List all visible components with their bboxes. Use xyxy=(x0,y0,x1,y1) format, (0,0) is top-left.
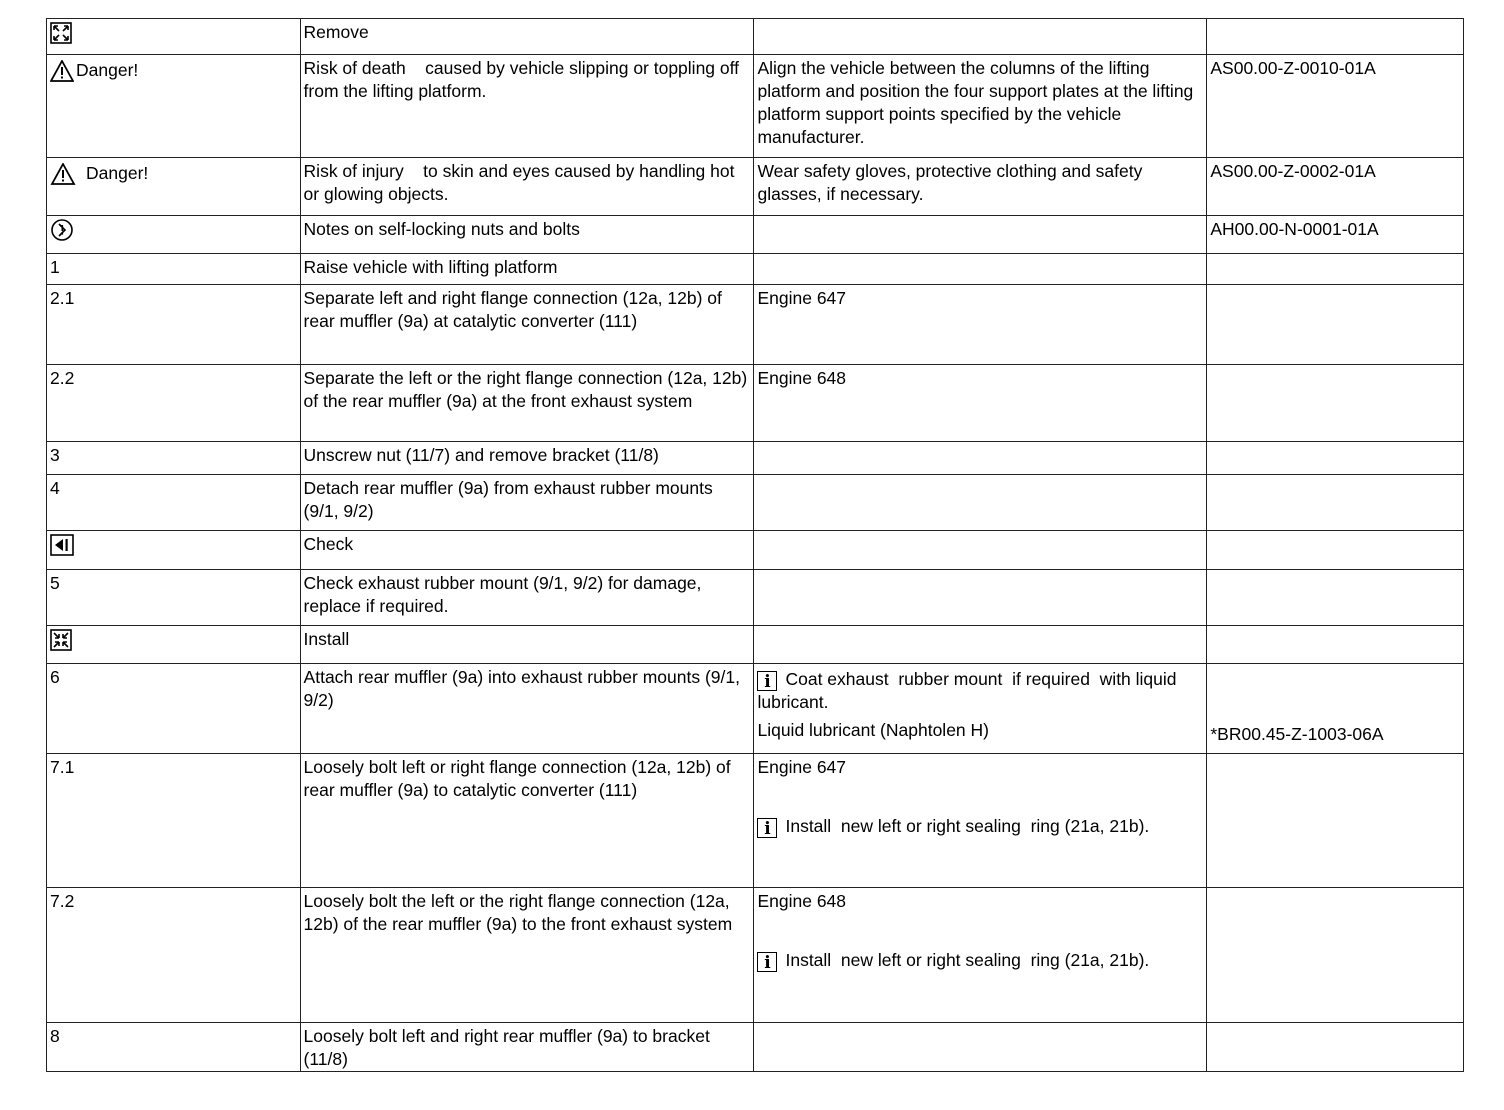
danger-label: Danger! xyxy=(76,60,139,80)
table-row xyxy=(47,285,1464,365)
danger-icon xyxy=(50,60,74,82)
note-cell xyxy=(754,626,1207,664)
reference-cell xyxy=(1207,365,1464,442)
lubricant-reference: *BR00.45-Z-1003-06A xyxy=(1210,724,1384,744)
table-row xyxy=(47,531,1464,570)
action-cell: Raise vehicle with lifting platform xyxy=(300,254,754,285)
reference-cell xyxy=(1207,442,1464,475)
note-cell xyxy=(754,754,1207,888)
table-row xyxy=(47,216,1464,254)
table-row xyxy=(47,570,1464,626)
note-cell xyxy=(754,531,1207,570)
step-cell: 2.2 xyxy=(47,365,301,442)
table-row xyxy=(47,55,1464,158)
engine-note: Engine 647 xyxy=(757,757,847,777)
note-cell xyxy=(754,19,1207,55)
note-cell: Engine 647 xyxy=(754,285,1207,365)
action-cell: Detach rear muffler (9a) from exhaust rubber mounts (9/1, 9/2) xyxy=(300,475,754,531)
action-cell: Check xyxy=(300,531,754,570)
action-cell: Check exhaust rubber mount (9/1, 9/2) for damage, replace if required. xyxy=(300,570,754,626)
info-note: Install new left or right sealing ring (21a, 21b). xyxy=(785,950,1150,970)
procedure-table xyxy=(46,18,1464,1072)
danger-icon xyxy=(50,163,76,185)
check-icon xyxy=(50,534,74,556)
install-icon xyxy=(50,629,72,651)
reference-cell xyxy=(1207,754,1464,888)
step-cell: 6 xyxy=(47,664,301,754)
table-row xyxy=(47,626,1464,664)
step-cell xyxy=(47,19,301,55)
note-cell xyxy=(754,1023,1207,1072)
step-cell: 5 xyxy=(47,570,301,626)
engine-note: Engine 648 xyxy=(757,891,847,911)
step-cell: 3 xyxy=(47,442,301,475)
remove-icon xyxy=(50,22,72,44)
info-icon: i xyxy=(757,818,777,838)
step-cell xyxy=(47,55,301,158)
reference-cell xyxy=(1207,19,1464,55)
reference-cell xyxy=(1207,475,1464,531)
note-cell xyxy=(754,254,1207,285)
action-cell: Attach rear muffler (9a) into exhaust rubber mounts (9/1, 9/2) xyxy=(300,664,754,754)
reference-cell xyxy=(1207,570,1464,626)
action-cell: Install xyxy=(300,626,754,664)
action-cell: Notes on self-locking nuts and bolts xyxy=(300,216,754,254)
table-row xyxy=(47,1023,1464,1072)
note-cell xyxy=(754,216,1207,254)
reference-cell xyxy=(1207,254,1464,285)
reference-cell xyxy=(1207,1023,1464,1072)
table-row xyxy=(47,19,1464,55)
info-note: Coat exhaust rubber mount if required with liquid lubricant. xyxy=(757,669,1182,712)
table-row xyxy=(47,442,1464,475)
reference-cell: AH00.00-N-0001-01A xyxy=(1207,216,1464,254)
reference-cell xyxy=(1207,531,1464,570)
table-row xyxy=(47,254,1464,285)
danger-label: Danger! xyxy=(86,163,149,183)
table-row xyxy=(47,754,1464,888)
action-cell: Loosely bolt the left or the right flange connection (12a, 12b) of the rear muffler (9a) to the front exhaust system xyxy=(300,888,754,1023)
info-note: Install new left or right sealing ring (21a, 21b). xyxy=(785,816,1150,836)
reference-cell xyxy=(1207,626,1464,664)
step-cell xyxy=(47,216,301,254)
step-cell xyxy=(47,158,301,216)
lubricant-note: Liquid lubricant (Naphtolen H) xyxy=(757,720,989,740)
action-cell: Unscrew nut (11/7) and remove bracket (11/8) xyxy=(300,442,754,475)
reference-cell: AS00.00-Z-0010-01A xyxy=(1207,55,1464,158)
step-cell: 2.1 xyxy=(47,285,301,365)
reference-cell: AS00.00-Z-0002-01A xyxy=(1207,158,1464,216)
step-cell: 1 xyxy=(47,254,301,285)
table-row xyxy=(47,158,1464,216)
action-cell: Loosely bolt left or right flange connection (12a, 12b) of rear muffler (9a) to catalytic converter (111) xyxy=(300,754,754,888)
step-cell: 8 xyxy=(47,1023,301,1072)
action-cell: Risk of injury to skin and eyes caused by handling hot or glowing objects. xyxy=(300,158,754,216)
action-cell: Loosely bolt left and right rear muffler (9a) to bracket (11/8) xyxy=(300,1023,754,1072)
reference-cell xyxy=(1207,664,1464,754)
info-icon: i xyxy=(757,671,777,691)
notes-icon xyxy=(50,218,74,242)
step-cell: 4 xyxy=(47,475,301,531)
action-cell: Separate the left or the right flange connection (12a, 12b) of the rear muffler (9a) at the front exhaust system xyxy=(300,365,754,442)
step-cell xyxy=(47,531,301,570)
note-cell xyxy=(754,570,1207,626)
reference-cell xyxy=(1207,888,1464,1023)
action-cell: Separate left and right flange connection (12a, 12b) of rear muffler (9a) at catalytic converter (111) xyxy=(300,285,754,365)
step-cell: 7.1 xyxy=(47,754,301,888)
step-cell xyxy=(47,626,301,664)
table-row xyxy=(47,365,1464,442)
note-cell xyxy=(754,442,1207,475)
action-cell: Risk of death caused by vehicle slipping or toppling off from the lifting platform. xyxy=(300,55,754,158)
reference-cell xyxy=(1207,285,1464,365)
note-cell xyxy=(754,664,1207,754)
note-cell xyxy=(754,888,1207,1023)
table-row xyxy=(47,475,1464,531)
note-cell: Wear safety gloves, protective clothing and safety glasses, if necessary. xyxy=(754,158,1207,216)
action-cell: Remove xyxy=(300,19,754,55)
info-icon: i xyxy=(757,952,777,972)
note-cell: Align the vehicle between the columns of the lifting platform and position the four support plates at the lifting platform support points specified by the vehicle manufacturer. xyxy=(754,55,1207,158)
note-cell xyxy=(754,475,1207,531)
step-cell: 7.2 xyxy=(47,888,301,1023)
table-row xyxy=(47,664,1464,754)
note-cell: Engine 648 xyxy=(754,365,1207,442)
table-row xyxy=(47,888,1464,1023)
